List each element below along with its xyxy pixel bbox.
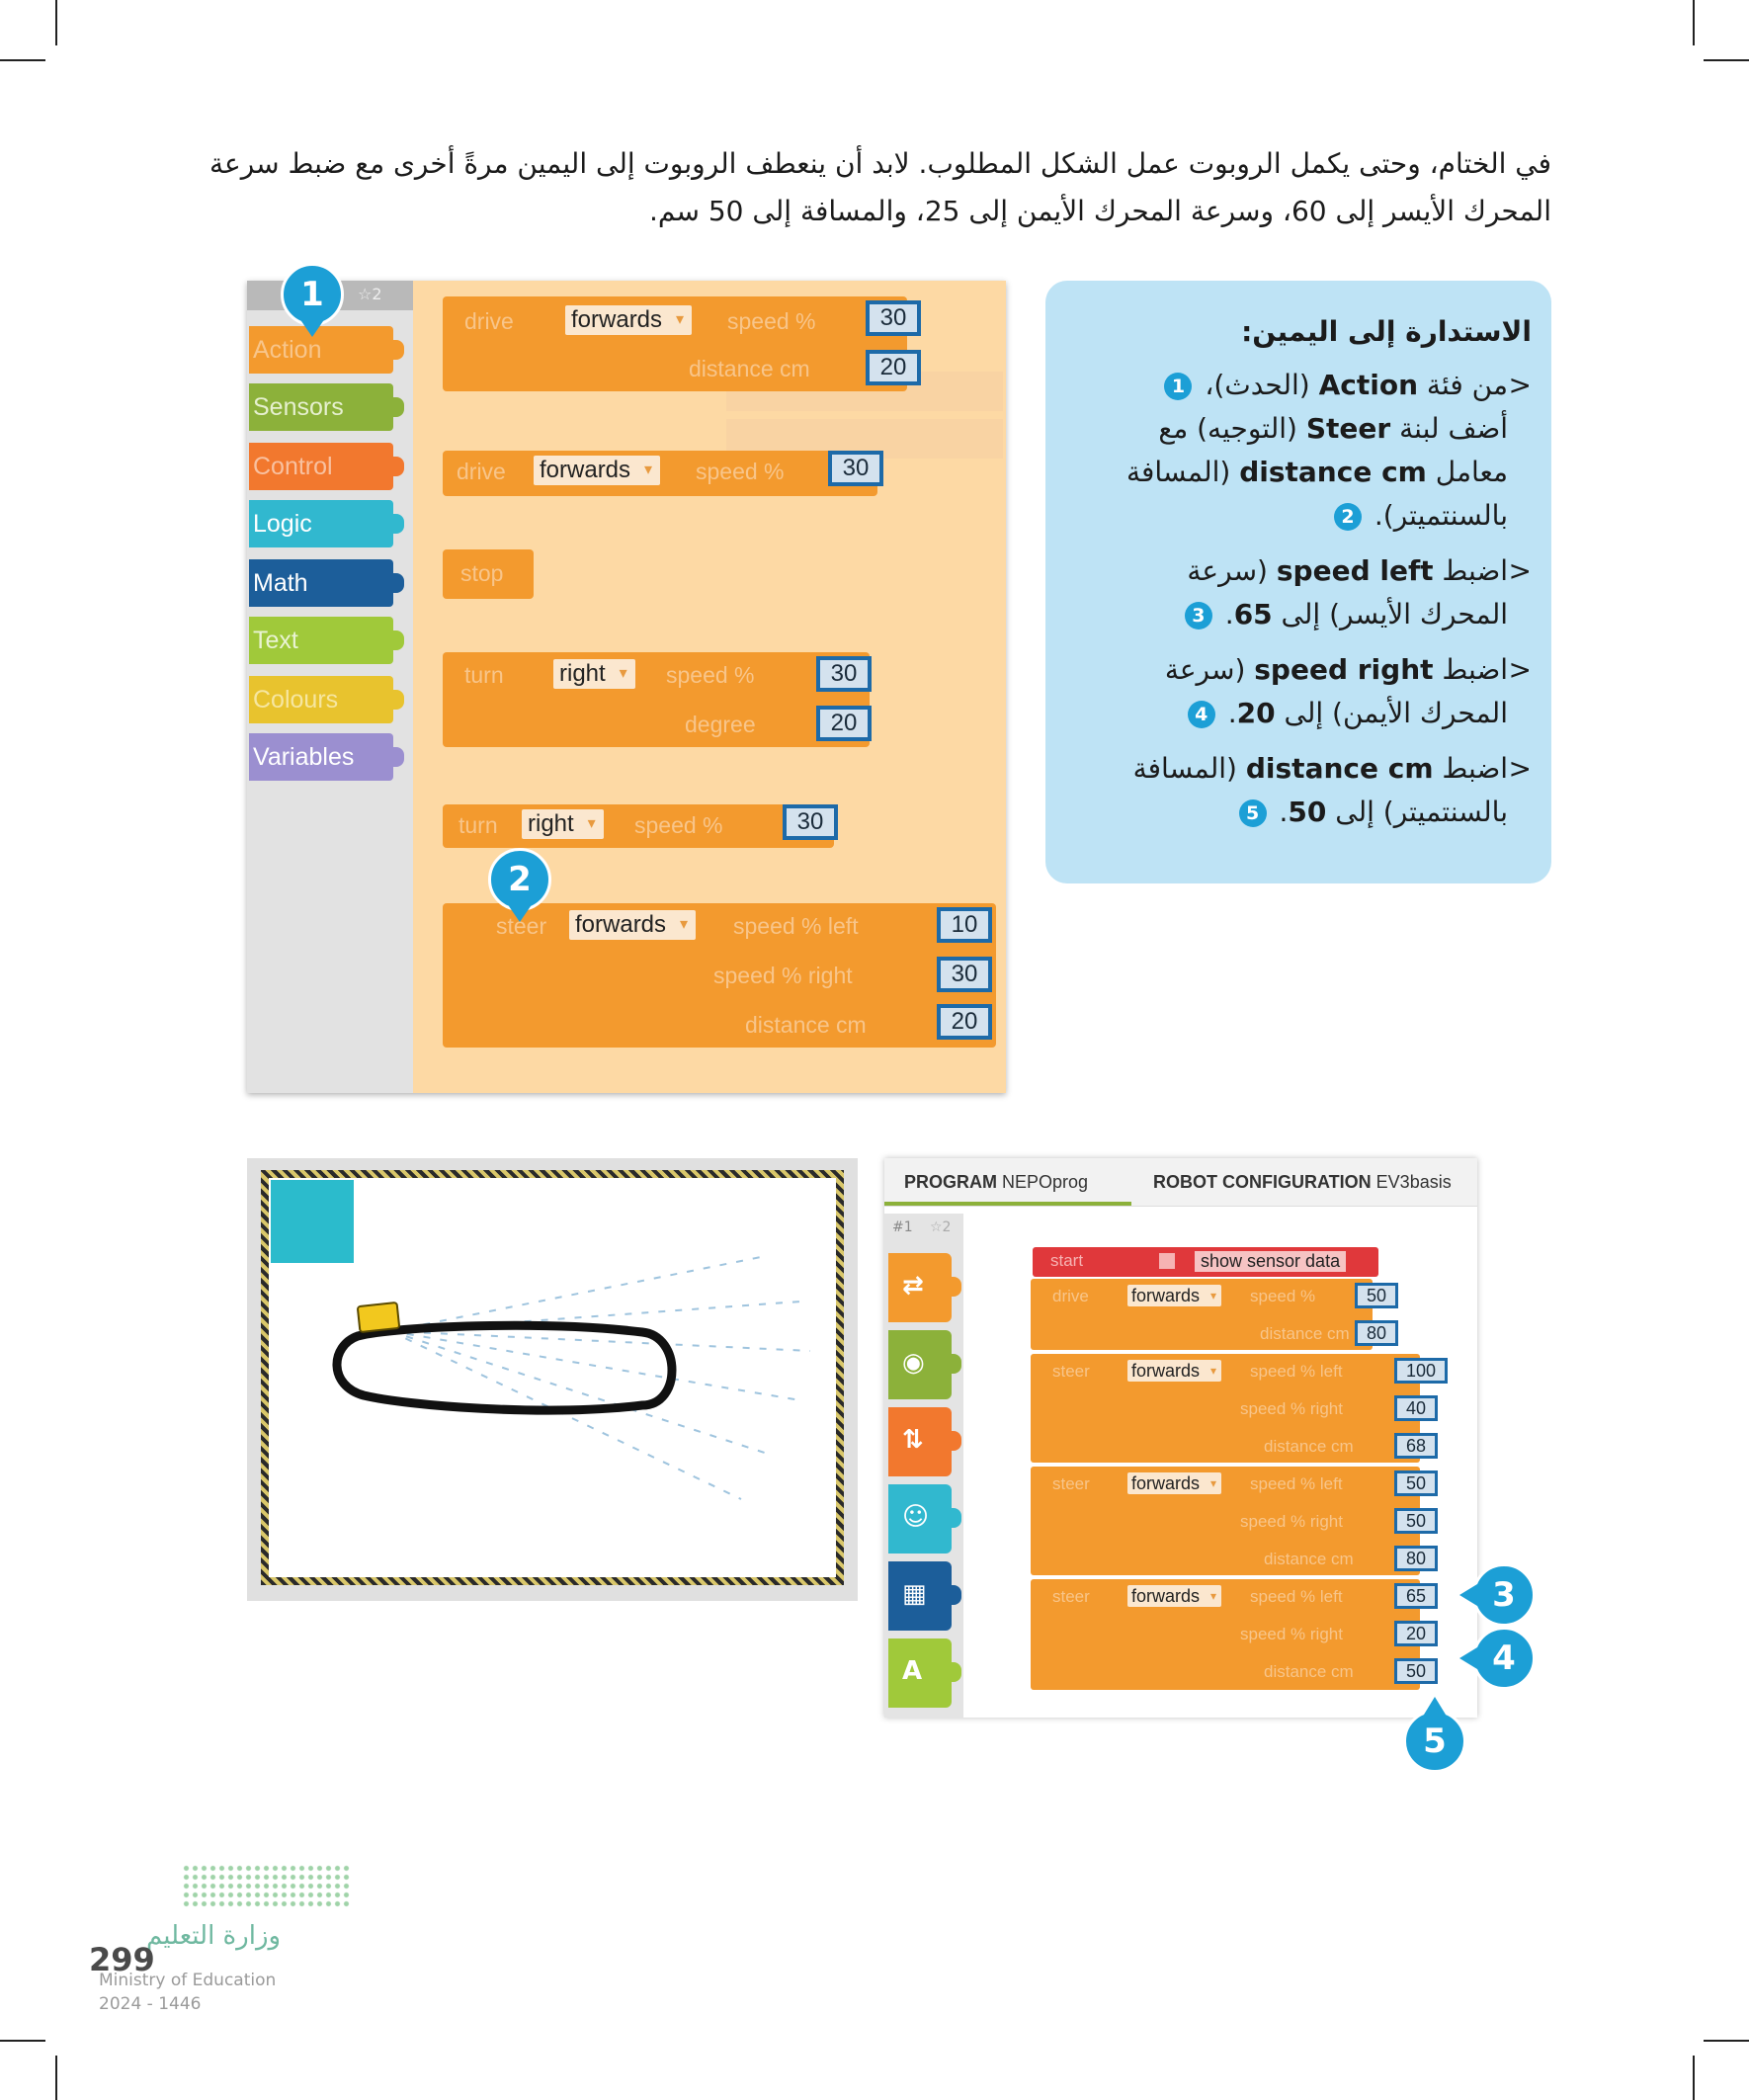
speed-label: speed % <box>727 308 816 334</box>
distance-input[interactable] <box>866 350 921 385</box>
instruction-item: < اضبط speed left (سرعة المحرك الأيسر) إلى 65. 3 <box>1097 549 1532 636</box>
stop-label: stop <box>460 560 504 586</box>
page-number: 299 <box>89 1941 155 1978</box>
speed-input[interactable] <box>866 300 921 336</box>
direction-dropdown[interactable]: forwards ▾ <box>1127 1472 1221 1494</box>
distance-label: distance cm <box>745 1012 867 1038</box>
distance-input[interactable]: 80 <box>1394 1546 1438 1571</box>
category-action[interactable] <box>888 1253 952 1322</box>
speed-value: 30 <box>832 455 879 482</box>
distance-input[interactable]: 68 <box>1394 1433 1438 1459</box>
step-badge: 4 <box>1188 701 1215 728</box>
steer-label: steer <box>1052 1474 1090 1493</box>
control-icon: ⇅ <box>902 1425 924 1455</box>
distance-label: distance cm <box>1264 1662 1354 1681</box>
speed-left-label: speed % left <box>1250 1587 1343 1606</box>
intro-paragraph: في الختام، وحتى يكمل الروبوت عمل الشكل المطلوب. لابد أن ينعطف الروبوت إلى اليمين مرةً أخرى مع ضبط سرعة المحرك الأيسر إلى 60، وسرعة المحرك الأيمن إلى 25، والمسافة إلى 50 سم. <box>208 147 1551 227</box>
degree-value: 20 <box>820 710 868 737</box>
sensor-icon: ◉ <box>902 1348 925 1378</box>
category-control[interactable] <box>888 1407 952 1476</box>
category-control[interactable]: Control <box>249 443 393 490</box>
speed-input[interactable] <box>783 804 838 840</box>
speed-left-label: speed % left <box>1250 1474 1343 1493</box>
instruction-heading: الاستدارة إلى اليمين: <box>1241 315 1532 348</box>
instruction-item: < اضبط distance cm (المسافة بالسنتميتر) إلى 50. 5 <box>1097 747 1532 834</box>
speed-left-label: speed % left <box>733 913 859 939</box>
tab-active-underline <box>884 1202 1131 1206</box>
steer-label: steer <box>1052 1362 1090 1381</box>
distance-label: distance cm <box>689 356 810 381</box>
step-badge: 1 <box>1164 373 1192 400</box>
distance-label: distance cm <box>1264 1437 1354 1456</box>
distance-label: distance cm <box>1264 1550 1354 1568</box>
speed-left-input[interactable] <box>937 907 992 943</box>
speed-left-input[interactable]: 50 <box>1394 1470 1438 1496</box>
category-logic[interactable]: Logic <box>249 500 393 547</box>
direction-dropdown[interactable]: forwards ▾ <box>565 305 692 335</box>
robot-path-drawing <box>247 1158 858 1601</box>
crop-mark <box>1704 59 1749 61</box>
callout-marker-2: 2 <box>488 848 551 911</box>
speed-left-input[interactable]: 100 <box>1394 1358 1448 1384</box>
ministry-name-en: Ministry of Education <box>99 1971 277 1990</box>
step-badge: 2 <box>1334 503 1362 531</box>
callout-marker-4: 4 <box>1472 1627 1536 1690</box>
counter-2: ☆2 <box>930 1219 952 1235</box>
steer-label: steer <box>1052 1587 1090 1606</box>
instruction-text <box>1097 296 1532 846</box>
speed-left-input[interactable]: 65 <box>1394 1583 1438 1609</box>
step-badge: 3 <box>1185 602 1212 630</box>
distance-value: 20 <box>941 1008 988 1036</box>
speed-label: speed % <box>666 662 755 688</box>
category-math[interactable]: Math <box>249 559 393 607</box>
drive-label: drive <box>1052 1287 1089 1305</box>
instruction-item: < من فئة Action (الحدث)، 1 أضف لبنة Steer (التوجيه) مع معامل distance cm (المسافة بالسنتميتر). 2 <box>1097 364 1532 538</box>
text-icon: A <box>902 1656 923 1686</box>
direction-dropdown[interactable]: forwards ▾ <box>534 456 660 485</box>
blockly-editor-2 <box>884 1158 1477 1718</box>
counter-1: #1 <box>892 1219 913 1235</box>
distance-input[interactable] <box>937 1004 992 1040</box>
distance-value: 20 <box>870 354 917 381</box>
speed-right-label: speed % right <box>1240 1625 1343 1643</box>
speed-right-input[interactable]: 50 <box>1394 1508 1438 1534</box>
turn-block[interactable] <box>443 652 870 747</box>
action-icon: ⇄ <box>902 1271 924 1301</box>
logic-icon: ☺ <box>902 1502 930 1532</box>
tab-program[interactable]: PROGRAM NEPOprog <box>904 1172 1089 1192</box>
speed-value: 30 <box>787 808 834 836</box>
speed-right-input[interactable]: 40 <box>1394 1395 1438 1421</box>
ministry-name-ar: وزارة التعليم <box>146 1921 282 1951</box>
year-label: 2024 - 1446 <box>99 1994 202 2014</box>
speed-value: 30 <box>870 304 917 332</box>
crop-mark <box>55 2056 57 2100</box>
drive-label: drive <box>464 308 514 334</box>
category-variables[interactable]: Variables <box>249 733 393 781</box>
instruction-item: < اضبط speed right (سرعة المحرك الأيمن) إلى 20. 4 <box>1097 648 1532 735</box>
direction-dropdown[interactable]: forwards ▾ <box>1127 1360 1221 1382</box>
speed-right-input[interactable] <box>937 957 992 992</box>
speed-input[interactable] <box>816 656 872 692</box>
speed-input[interactable]: 50 <box>1355 1283 1398 1308</box>
direction-dropdown[interactable]: right ▾ <box>522 809 604 839</box>
distance-input[interactable]: 80 <box>1355 1320 1398 1346</box>
category-math[interactable] <box>888 1561 952 1631</box>
speed-right-input[interactable]: 20 <box>1394 1621 1438 1646</box>
turn-label: turn <box>458 812 498 838</box>
ministry-logo-dots <box>182 1864 352 1909</box>
show-sensor-data: show sensor data <box>1195 1251 1346 1272</box>
speed-input[interactable] <box>828 451 883 486</box>
steer-label: steer <box>496 913 547 939</box>
crop-mark <box>1693 2056 1695 2100</box>
speed-left-label: speed % left <box>1250 1362 1343 1381</box>
math-icon: ▦ <box>902 1579 927 1609</box>
tab-robot-configuration[interactable]: ROBOT CONFIGURATION EV3basis <box>1153 1172 1452 1192</box>
turn-label: turn <box>464 662 504 688</box>
speed-right-value: 30 <box>941 961 988 988</box>
tab-counter: ☆2 <box>358 285 382 303</box>
category-action[interactable]: Action <box>249 326 393 374</box>
robot-simulation <box>247 1158 858 1601</box>
speed-label: speed % <box>634 812 723 838</box>
speed-label: speed % <box>696 459 785 484</box>
direction-dropdown[interactable]: forwards ▾ <box>1127 1285 1221 1306</box>
category-colours[interactable]: Colours <box>249 676 393 723</box>
category-sensors[interactable]: Sensors <box>249 383 393 431</box>
category-text[interactable] <box>888 1638 952 1708</box>
speed-label: speed % <box>1250 1287 1316 1305</box>
direction-dropdown[interactable]: right ▾ <box>553 659 635 689</box>
category-text[interactable]: Text <box>249 617 393 664</box>
crop-mark <box>0 59 45 61</box>
degree-input[interactable] <box>816 706 872 741</box>
category-logic[interactable] <box>888 1484 952 1554</box>
sensor-checkbox[interactable] <box>1159 1253 1175 1269</box>
direction-dropdown[interactable]: forwards ▾ <box>1127 1585 1221 1607</box>
step-badge: 5 <box>1239 799 1267 827</box>
crop-mark <box>1693 0 1695 45</box>
crop-mark <box>0 2040 45 2042</box>
direction-dropdown[interactable]: forwards ▾ <box>569 910 696 940</box>
crop-mark <box>1704 2040 1749 2042</box>
speed-value: 30 <box>820 660 868 688</box>
callout-marker-5: 5 <box>1403 1710 1466 1773</box>
crop-mark <box>55 0 57 45</box>
speed-right-label: speed % right <box>713 963 853 988</box>
category-sensors[interactable] <box>888 1330 952 1399</box>
distance-input[interactable]: 50 <box>1394 1658 1438 1684</box>
distance-label: distance cm <box>1260 1324 1350 1343</box>
start-label: start <box>1050 1251 1084 1270</box>
callout-marker-1: 1 <box>281 263 344 326</box>
drive-label: drive <box>457 459 506 484</box>
degree-label: degree <box>685 712 756 737</box>
speed-right-label: speed % right <box>1240 1512 1343 1531</box>
speed-right-label: speed % right <box>1240 1399 1343 1418</box>
speed-left-value: 10 <box>941 911 988 939</box>
callout-marker-3: 3 <box>1472 1563 1536 1627</box>
